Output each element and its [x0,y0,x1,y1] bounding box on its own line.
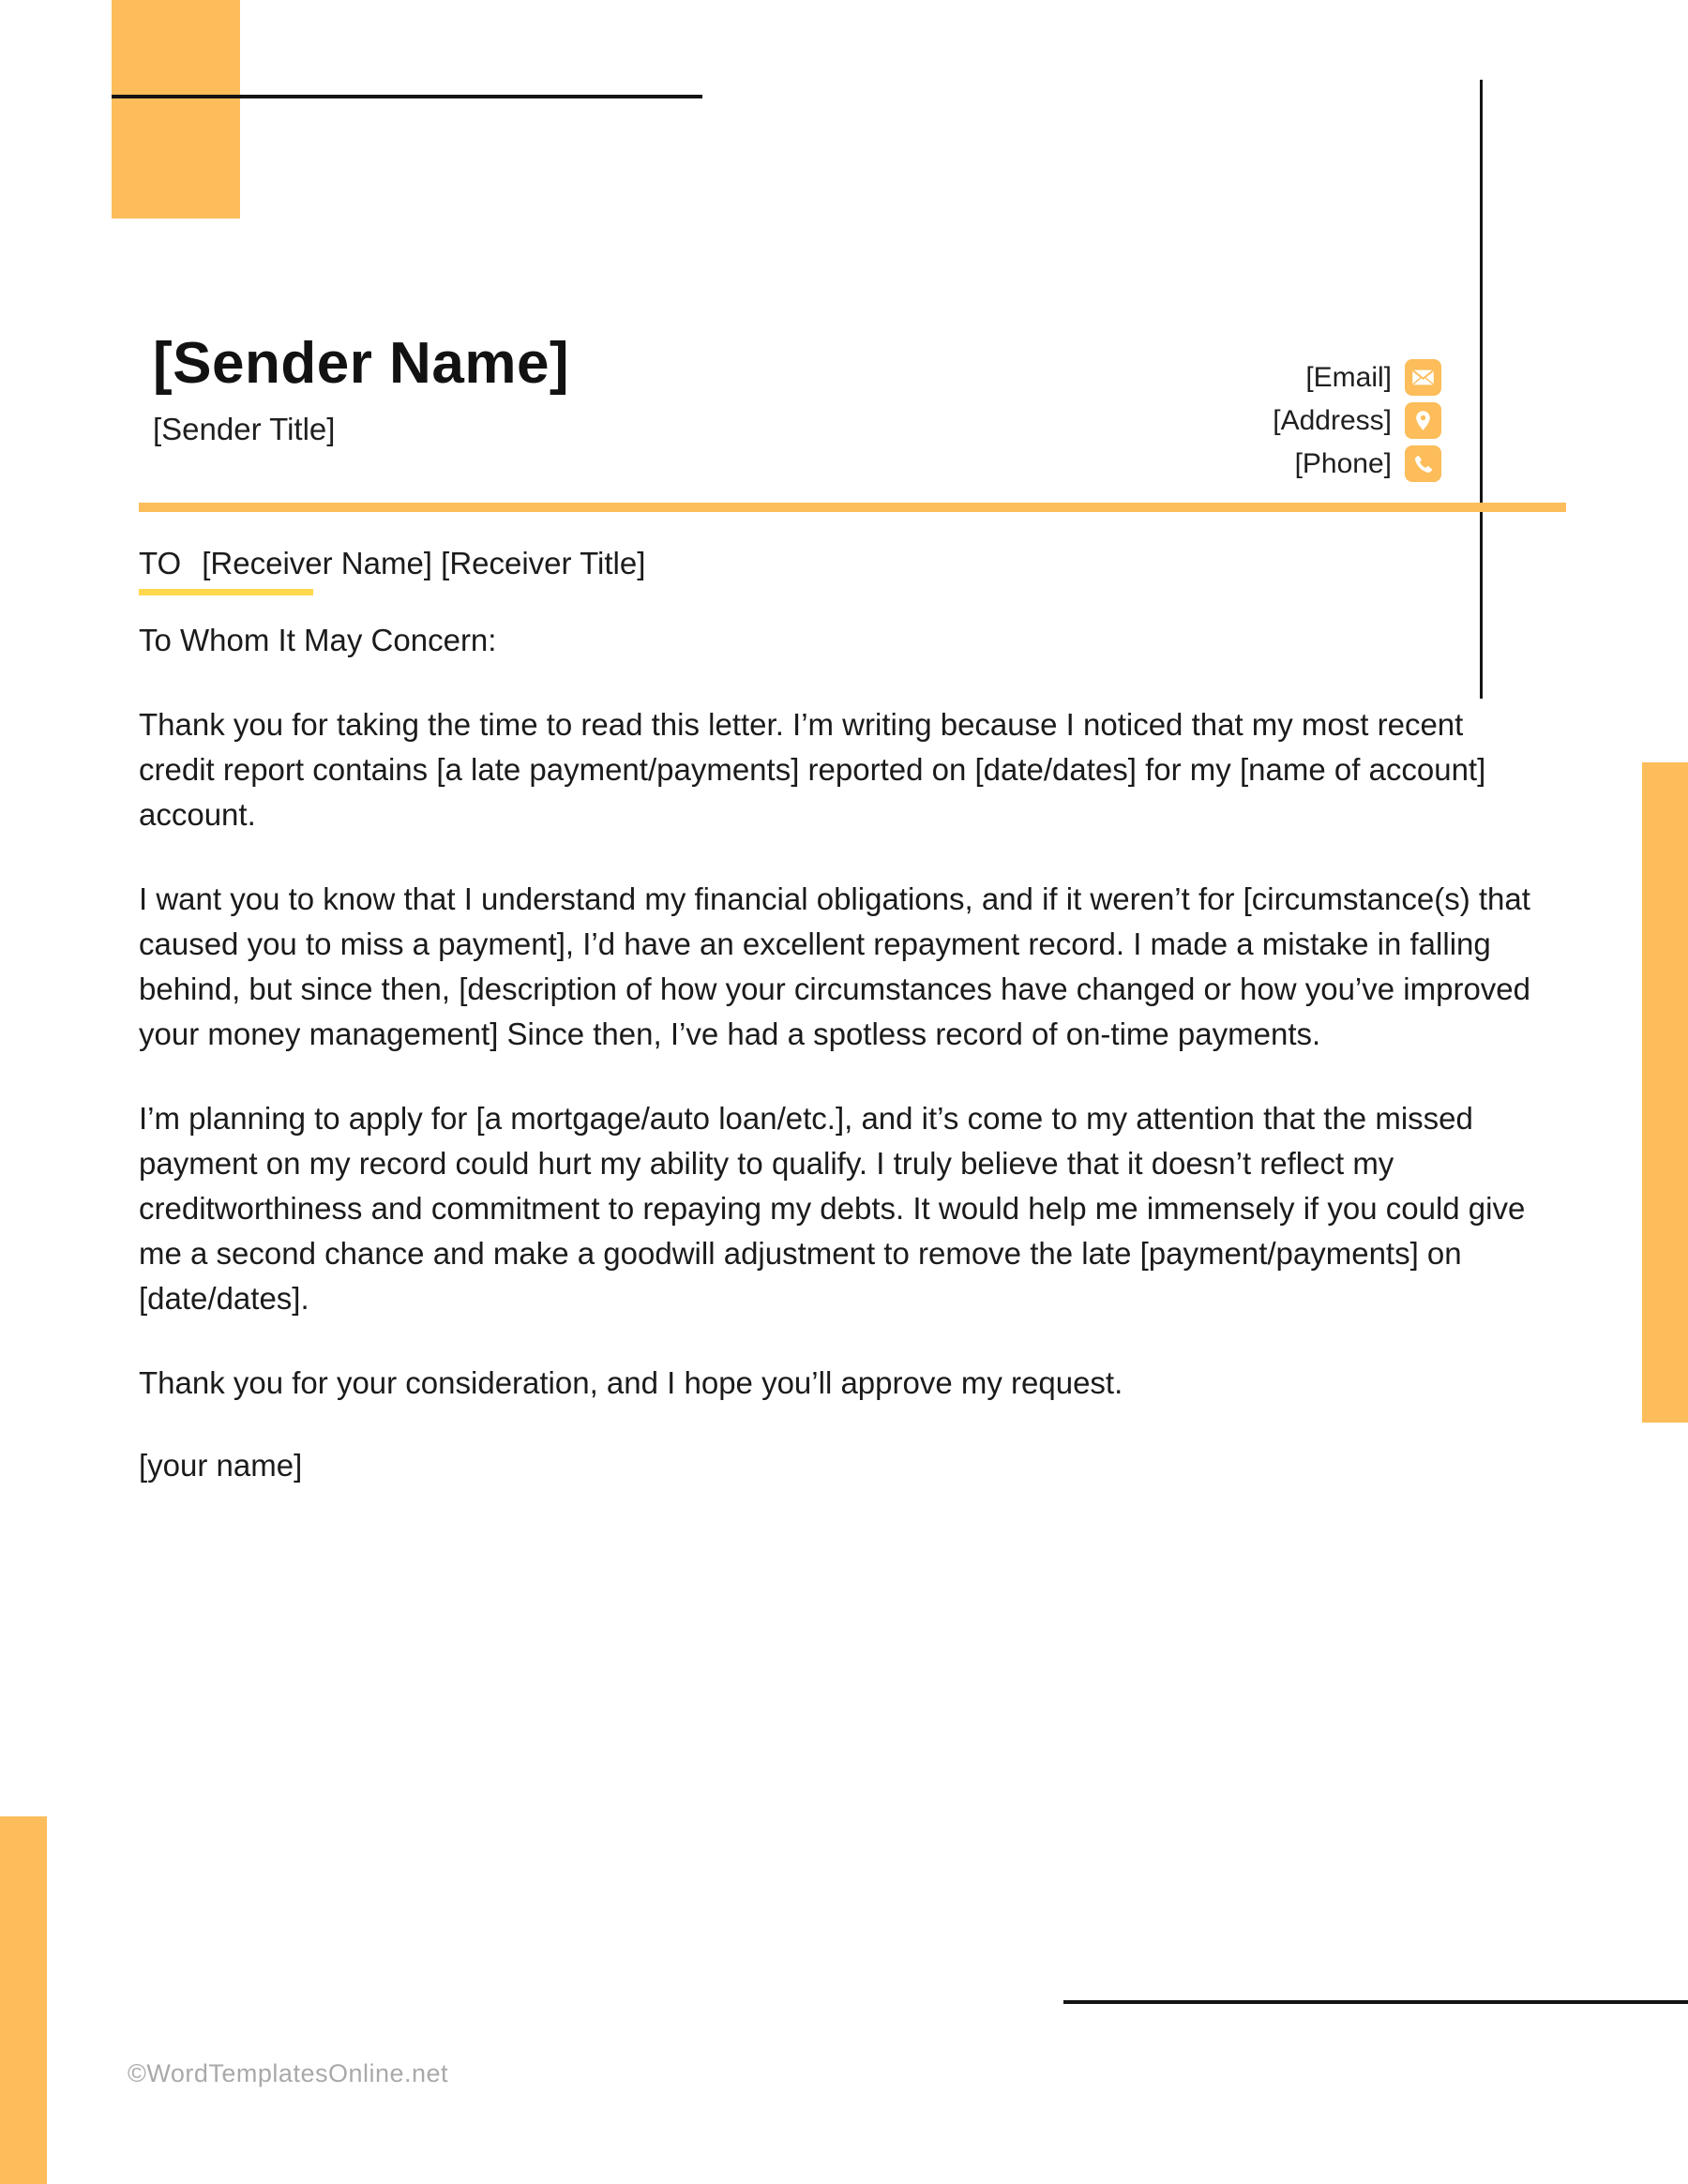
location-pin-icon [1405,402,1441,439]
body-paragraph-1: Thank you for taking the time to read this letter. I’m writing because I noticed that my most recent credit report contains [a late payment/payments] reported on [date/dates] for my [name of account] account. [139,707,1503,832]
receiver-name-title: [Receiver Name] [Receiver Title] [202,546,646,580]
closing-paragraph: Thank you for your consideration, and I hope you’ll approve my request. [139,1365,1123,1400]
top-horizontal-rule [112,95,702,98]
contact-row-email [1273,359,1441,396]
contact-block [1273,359,1441,489]
signature-placeholder: [your name] [139,1448,303,1483]
sender-title: [Sender Title] [153,412,336,446]
email-label: [Email] [1305,361,1392,393]
salutation: To Whom It May Concern: [139,623,497,657]
mail-icon [1405,359,1441,396]
phone-icon [1405,445,1441,482]
bottom-horizontal-rule [1063,2000,1688,2004]
to-underline-rule [139,589,313,595]
phone-label: [Phone] [1294,447,1392,479]
sender-name: [Sender Name] [153,331,570,396]
body-paragraph-2: I want you to know that I understand my financial obligations, and if it weren’t for [circumstance(s) that caused you to miss a payment], I’d have an excellent repayment record. I made a mistake in falling behind, but since then, [description of how your circumstances have changed or how you’ve improved your money management] Since then, I’ve had a spotless record of on-time payments. [139,881,1540,1051]
contact-row-phone [1273,445,1441,482]
address-label: [Address] [1273,404,1392,436]
right-accent-bar [1642,762,1688,1423]
to-label: TO [139,546,182,580]
watermark-credit: ©WordTemplatesOnline.net [128,2059,449,2087]
recipient-line [139,541,1543,586]
sender-block [153,330,569,447]
contact-row-address [1273,402,1441,439]
header-divider-rule [139,503,1566,512]
letter-body [139,535,1543,1488]
bottom-left-accent-bar [0,1816,47,2184]
top-left-accent-block [112,0,240,218]
body-paragraph-3: I’m planning to apply for [a mortgage/auto loan/etc.], and it’s come to my attention that the missed payment on my record could hurt my ability to qualify. I truly believe that it doesn’t reflect my creditworthiness and commitment to repaying my debts. It would help me immensely if you could give me a second chance and make a goodwill adjustment to remove the late [payment/payments] on [date/dates]. [139,1101,1534,1316]
